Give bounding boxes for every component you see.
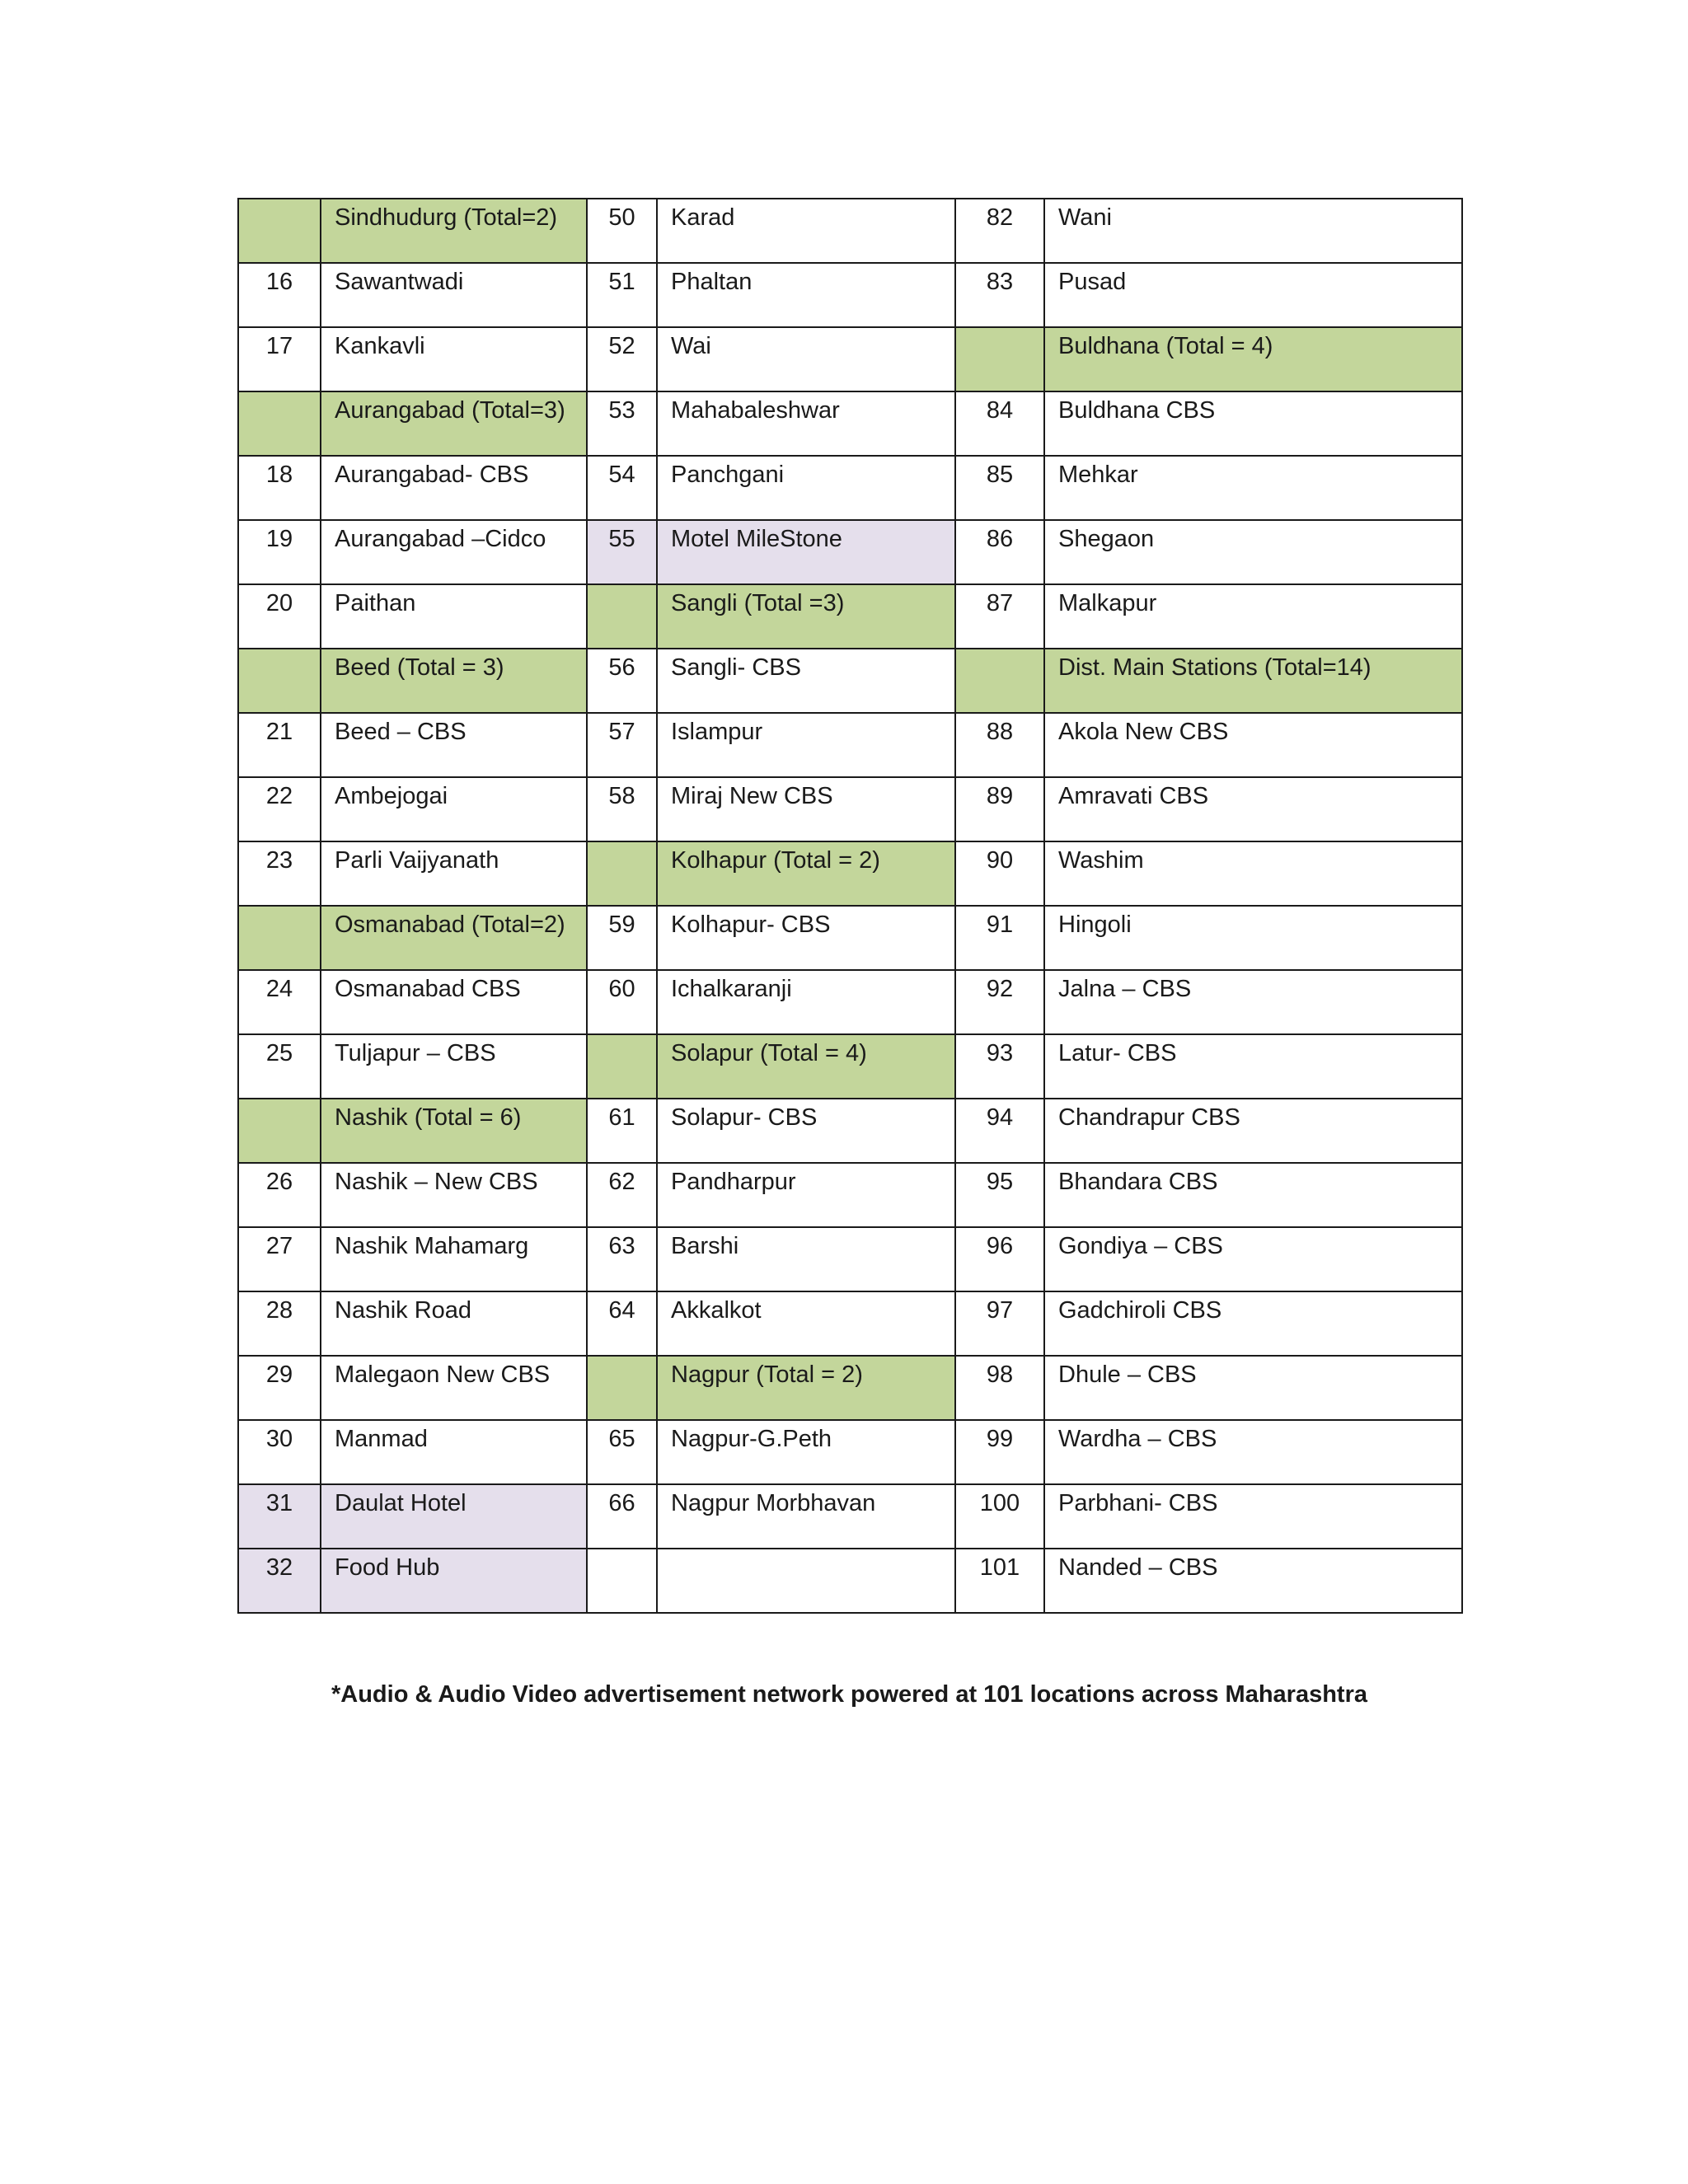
serial-number-cell: 100 <box>955 1484 1044 1549</box>
location-name-cell: Mehkar <box>1044 456 1462 520</box>
table-row <box>238 391 1462 456</box>
table-row <box>238 1420 1462 1484</box>
serial-number-cell: 58 <box>587 777 657 841</box>
table-row <box>238 1034 1462 1099</box>
district-header-cell: Solapur (Total = 4) <box>657 1034 955 1099</box>
location-name-cell: Kankavli <box>321 327 587 391</box>
serial-number-cell: 98 <box>955 1356 1044 1420</box>
table-row <box>238 520 1462 584</box>
table-row <box>238 263 1462 327</box>
district-header-cell: Sangli (Total =3) <box>657 584 955 649</box>
serial-number-cell: 56 <box>587 649 657 713</box>
location-name-cell: Karad <box>657 199 955 263</box>
location-name-cell: Daulat Hotel <box>321 1484 587 1549</box>
location-name-cell: Malkapur <box>1044 584 1462 649</box>
serial-number-cell: 54 <box>587 456 657 520</box>
table-row <box>238 199 1462 263</box>
location-name-cell: Washim <box>1044 841 1462 906</box>
serial-number-cell: 90 <box>955 841 1044 906</box>
location-name-cell: Barshi <box>657 1227 955 1291</box>
location-name-cell: Buldhana CBS <box>1044 391 1462 456</box>
location-name-cell: Dhule – CBS <box>1044 1356 1462 1420</box>
location-name-cell: Panchgani <box>657 456 955 520</box>
serial-number-cell: 57 <box>587 713 657 777</box>
location-name-cell: Nagpur-G.Peth <box>657 1420 955 1484</box>
serial-number-cell: 51 <box>587 263 657 327</box>
serial-number-cell: 28 <box>238 1291 321 1356</box>
serial-number-cell: 83 <box>955 263 1044 327</box>
location-name-cell: Wani <box>1044 199 1462 263</box>
location-name-cell: Gondiya – CBS <box>1044 1227 1462 1291</box>
serial-number-cell: 23 <box>238 841 321 906</box>
serial-number-cell: 65 <box>587 1420 657 1484</box>
location-name-cell: Pandharpur <box>657 1163 955 1227</box>
location-name-cell: Nanded – CBS <box>1044 1549 1462 1613</box>
serial-number-cell <box>587 1034 657 1099</box>
table-row <box>238 713 1462 777</box>
location-name-cell: Aurangabad- CBS <box>321 456 587 520</box>
serial-number-cell: 60 <box>587 970 657 1034</box>
serial-number-cell: 19 <box>238 520 321 584</box>
location-name-cell: Solapur- CBS <box>657 1099 955 1163</box>
serial-number-cell: 27 <box>238 1227 321 1291</box>
location-name-cell: Hingoli <box>1044 906 1462 970</box>
location-name-cell <box>657 1549 955 1613</box>
serial-number-cell: 18 <box>238 456 321 520</box>
table-row <box>238 1549 1462 1613</box>
location-name-cell: Phaltan <box>657 263 955 327</box>
serial-number-cell: 92 <box>955 970 1044 1034</box>
serial-number-cell: 24 <box>238 970 321 1034</box>
serial-number-cell: 25 <box>238 1034 321 1099</box>
serial-number-cell: 30 <box>238 1420 321 1484</box>
serial-number-cell: 63 <box>587 1227 657 1291</box>
serial-number-cell: 22 <box>238 777 321 841</box>
serial-number-cell <box>955 649 1044 713</box>
serial-number-cell <box>587 584 657 649</box>
location-name-cell: Food Hub <box>321 1549 587 1613</box>
location-name-cell: Nashik Mahamarg <box>321 1227 587 1291</box>
serial-number-cell: 96 <box>955 1227 1044 1291</box>
location-name-cell: Sawantwadi <box>321 263 587 327</box>
serial-number-cell: 26 <box>238 1163 321 1227</box>
serial-number-cell <box>238 391 321 456</box>
location-name-cell: Manmad <box>321 1420 587 1484</box>
location-name-cell: Wai <box>657 327 955 391</box>
location-name-cell: Islampur <box>657 713 955 777</box>
location-name-cell: Akkalkot <box>657 1291 955 1356</box>
serial-number-cell <box>238 199 321 263</box>
serial-number-cell: 50 <box>587 199 657 263</box>
serial-number-cell: 93 <box>955 1034 1044 1099</box>
district-header-cell: Nagpur (Total = 2) <box>657 1356 955 1420</box>
table-row <box>238 906 1462 970</box>
location-name-cell: Nashik – New CBS <box>321 1163 587 1227</box>
serial-number-cell: 52 <box>587 327 657 391</box>
district-header-cell: Aurangabad (Total=3) <box>321 391 587 456</box>
serial-number-cell: 88 <box>955 713 1044 777</box>
serial-number-cell: 17 <box>238 327 321 391</box>
table-row <box>238 327 1462 391</box>
location-name-cell: Jalna – CBS <box>1044 970 1462 1034</box>
serial-number-cell: 95 <box>955 1163 1044 1227</box>
location-name-cell: Miraj New CBS <box>657 777 955 841</box>
table-row <box>238 777 1462 841</box>
location-name-cell: Parli Vaijyanath <box>321 841 587 906</box>
table-row <box>238 649 1462 713</box>
serial-number-cell: 59 <box>587 906 657 970</box>
serial-number-cell <box>238 1099 321 1163</box>
serial-number-cell <box>587 1356 657 1420</box>
location-name-cell: Kolhapur- CBS <box>657 906 955 970</box>
location-name-cell: Pusad <box>1044 263 1462 327</box>
serial-number-cell: 21 <box>238 713 321 777</box>
table-row <box>238 1163 1462 1227</box>
location-name-cell: Tuljapur – CBS <box>321 1034 587 1099</box>
serial-number-cell <box>238 906 321 970</box>
district-header-cell: Osmanabad (Total=2) <box>321 906 587 970</box>
serial-number-cell: 31 <box>238 1484 321 1549</box>
table-row <box>238 970 1462 1034</box>
serial-number-cell: 91 <box>955 906 1044 970</box>
district-header-cell: Dist. Main Stations (Total=14) <box>1044 649 1462 713</box>
serial-number-cell <box>955 327 1044 391</box>
serial-number-cell: 20 <box>238 584 321 649</box>
location-name-cell: Ambejogai <box>321 777 587 841</box>
serial-number-cell: 94 <box>955 1099 1044 1163</box>
serial-number-cell: 62 <box>587 1163 657 1227</box>
footnote: *Audio & Audio Video advertisement network powered at 101 locations across Maharashtra <box>331 1681 1367 1708</box>
serial-number-cell: 86 <box>955 520 1044 584</box>
serial-number-cell: 97 <box>955 1291 1044 1356</box>
location-name-cell: Paithan <box>321 584 587 649</box>
location-name-cell: Amravati CBS <box>1044 777 1462 841</box>
location-name-cell: Nagpur Morbhavan <box>657 1484 955 1549</box>
location-name-cell: Sangli- CBS <box>657 649 955 713</box>
location-name-cell: Malegaon New CBS <box>321 1356 587 1420</box>
serial-number-cell <box>587 1549 657 1613</box>
table-row <box>238 1484 1462 1549</box>
district-header-cell: Sindhudurg (Total=2) <box>321 199 587 263</box>
serial-number-cell: 87 <box>955 584 1044 649</box>
location-name-cell: Wardha – CBS <box>1044 1420 1462 1484</box>
location-name-cell: Beed – CBS <box>321 713 587 777</box>
locations-table-body <box>238 199 1462 1613</box>
table-row <box>238 1356 1462 1420</box>
serial-number-cell: 66 <box>587 1484 657 1549</box>
location-name-cell: Nashik Road <box>321 1291 587 1356</box>
location-name-cell: Aurangabad –Cidco <box>321 520 587 584</box>
locations-table <box>237 198 1463 1614</box>
location-name-cell: Parbhani- CBS <box>1044 1484 1462 1549</box>
district-header-cell: Kolhapur (Total = 2) <box>657 841 955 906</box>
location-name-cell: Gadchiroli CBS <box>1044 1291 1462 1356</box>
table-row <box>238 584 1462 649</box>
serial-number-cell: 55 <box>587 520 657 584</box>
location-name-cell: Chandrapur CBS <box>1044 1099 1462 1163</box>
location-name-cell: Motel MileStone <box>657 520 955 584</box>
serial-number-cell: 61 <box>587 1099 657 1163</box>
serial-number-cell: 82 <box>955 199 1044 263</box>
location-name-cell: Mahabaleshwar <box>657 391 955 456</box>
district-header-cell: Nashik (Total = 6) <box>321 1099 587 1163</box>
table-row <box>238 841 1462 906</box>
location-name-cell: Akola New CBS <box>1044 713 1462 777</box>
serial-number-cell: 16 <box>238 263 321 327</box>
table-row <box>238 456 1462 520</box>
table-row <box>238 1227 1462 1291</box>
location-name-cell: Ichalkaranji <box>657 970 955 1034</box>
serial-number-cell: 53 <box>587 391 657 456</box>
serial-number-cell: 89 <box>955 777 1044 841</box>
serial-number-cell: 32 <box>238 1549 321 1613</box>
location-name-cell: Bhandara CBS <box>1044 1163 1462 1227</box>
serial-number-cell: 29 <box>238 1356 321 1420</box>
district-header-cell: Buldhana (Total = 4) <box>1044 327 1462 391</box>
location-name-cell: Shegaon <box>1044 520 1462 584</box>
serial-number-cell: 64 <box>587 1291 657 1356</box>
location-name-cell: Osmanabad CBS <box>321 970 587 1034</box>
table-row <box>238 1099 1462 1163</box>
serial-number-cell: 99 <box>955 1420 1044 1484</box>
serial-number-cell: 85 <box>955 456 1044 520</box>
serial-number-cell <box>587 841 657 906</box>
serial-number-cell: 101 <box>955 1549 1044 1613</box>
district-header-cell: Beed (Total = 3) <box>321 649 587 713</box>
serial-number-cell <box>238 649 321 713</box>
location-name-cell: Latur- CBS <box>1044 1034 1462 1099</box>
serial-number-cell: 84 <box>955 391 1044 456</box>
table-row <box>238 1291 1462 1356</box>
